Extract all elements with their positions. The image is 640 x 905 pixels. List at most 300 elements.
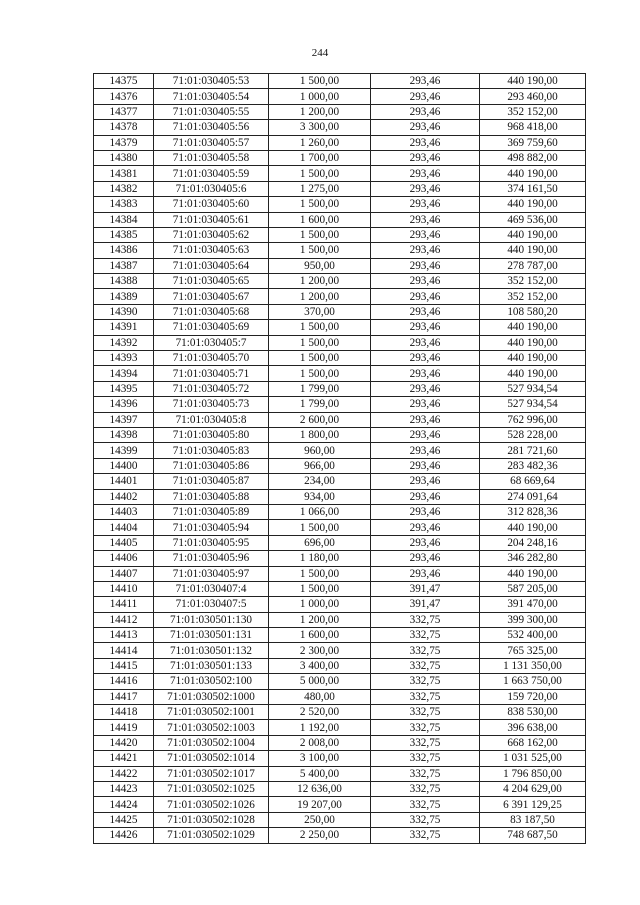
area-cell: 1 800,00	[269, 427, 371, 442]
cadastral-value-cell: 399 300,00	[480, 612, 586, 627]
specific-value-cell: 293,46	[371, 320, 480, 335]
table-row	[94, 628, 586, 643]
table-row	[94, 581, 586, 596]
cadastral-number-cell: 71:01:030405:63	[154, 243, 269, 258]
row-number-cell: 14419	[94, 720, 154, 735]
area-cell: 1 799,00	[269, 397, 371, 412]
table-row	[94, 766, 586, 781]
area-cell: 2 250,00	[269, 828, 371, 843]
table-row	[94, 812, 586, 827]
area-cell: 5 000,00	[269, 674, 371, 689]
specific-value-cell: 293,46	[371, 366, 480, 381]
cadastral-number-cell: 71:01:030502:1004	[154, 735, 269, 750]
table-row	[94, 150, 586, 165]
area-cell: 1 260,00	[269, 135, 371, 150]
area-cell: 2 300,00	[269, 643, 371, 658]
cadastral-value-cell: 312 828,36	[480, 504, 586, 519]
page-number: 244	[311, 47, 329, 59]
specific-value-cell: 293,46	[371, 412, 480, 427]
row-number-cell: 14420	[94, 735, 154, 750]
table-row	[94, 243, 586, 258]
cadastral-value-cell: 440 190,00	[480, 166, 586, 181]
area-cell: 934,00	[269, 489, 371, 504]
area-cell: 234,00	[269, 474, 371, 489]
row-number-cell: 14405	[94, 535, 154, 550]
cadastral-value-cell: 762 996,00	[480, 412, 586, 427]
cadastral-value-cell: 278 787,00	[480, 258, 586, 273]
area-cell: 250,00	[269, 812, 371, 827]
cadastral-number-cell: 71:01:030405:64	[154, 258, 269, 273]
specific-value-cell: 293,46	[371, 351, 480, 366]
cadastral-value-cell: 1 796 850,00	[480, 766, 586, 781]
row-number-cell: 14406	[94, 551, 154, 566]
specific-value-cell: 293,46	[371, 120, 480, 135]
specific-value-cell: 293,46	[371, 104, 480, 119]
specific-value-cell: 293,46	[371, 427, 480, 442]
cadastral-value-cell: 374 161,50	[480, 181, 586, 196]
cadastral-number-cell: 71:01:030502:1025	[154, 781, 269, 796]
table-row	[94, 351, 586, 366]
area-cell: 1 200,00	[269, 289, 371, 304]
table-row	[94, 289, 586, 304]
table-row	[94, 274, 586, 289]
specific-value-cell: 293,46	[371, 74, 480, 89]
area-cell: 1 700,00	[269, 150, 371, 165]
cadastral-value-cell: 440 190,00	[480, 197, 586, 212]
area-cell: 1 000,00	[269, 89, 371, 104]
row-number-cell: 14423	[94, 781, 154, 796]
row-number-cell: 14407	[94, 566, 154, 581]
area-cell: 1 799,00	[269, 381, 371, 396]
area-cell: 3 300,00	[269, 120, 371, 135]
cadastral-value-cell: 352 152,00	[480, 274, 586, 289]
table-row	[94, 381, 586, 396]
cadastral-number-cell: 71:01:030405:80	[154, 427, 269, 442]
row-number-cell: 14417	[94, 689, 154, 704]
area-cell: 480,00	[269, 689, 371, 704]
cadastral-number-cell: 71:01:030502:1028	[154, 812, 269, 827]
area-cell: 1 500,00	[269, 335, 371, 350]
row-number-cell: 14398	[94, 427, 154, 442]
row-number-cell: 14386	[94, 243, 154, 258]
area-cell: 1 500,00	[269, 520, 371, 535]
row-number-cell: 14422	[94, 766, 154, 781]
row-number-cell: 14389	[94, 289, 154, 304]
area-cell: 2 008,00	[269, 735, 371, 750]
cadastral-value-cell: 346 282,80	[480, 551, 586, 566]
cadastral-number-cell: 71:01:030405:69	[154, 320, 269, 335]
table-row	[94, 597, 586, 612]
specific-value-cell: 332,75	[371, 628, 480, 643]
cadastral-value-cell: 1 031 525,00	[480, 751, 586, 766]
row-number-cell: 14403	[94, 504, 154, 519]
specific-value-cell: 332,75	[371, 751, 480, 766]
area-cell: 1 066,00	[269, 504, 371, 519]
cadastral-number-cell: 71:01:030501:132	[154, 643, 269, 658]
cadastral-number-cell: 71:01:030405:97	[154, 566, 269, 581]
table-row	[94, 551, 586, 566]
row-number-cell: 14421	[94, 751, 154, 766]
cadastral-number-cell: 71:01:030405:73	[154, 397, 269, 412]
area-cell: 12 636,00	[269, 781, 371, 796]
cadastral-number-cell: 71:01:030405:59	[154, 166, 269, 181]
specific-value-cell: 293,46	[371, 150, 480, 165]
row-number-cell: 14401	[94, 474, 154, 489]
specific-value-cell: 293,46	[371, 243, 480, 258]
cadastral-value-cell: 668 162,00	[480, 735, 586, 750]
row-number-cell: 14381	[94, 166, 154, 181]
cadastral-number-cell: 71:01:030405:6	[154, 181, 269, 196]
specific-value-cell: 293,46	[371, 474, 480, 489]
area-cell: 1 500,00	[269, 581, 371, 596]
row-number-cell: 14410	[94, 581, 154, 596]
table-row	[94, 197, 586, 212]
cadastral-number-cell: 71:01:030405:71	[154, 366, 269, 381]
row-number-cell: 14412	[94, 612, 154, 627]
specific-value-cell: 332,75	[371, 674, 480, 689]
cadastral-value-cell: 369 759,60	[480, 135, 586, 150]
specific-value-cell: 332,75	[371, 720, 480, 735]
cadastral-value-cell: 108 580,20	[480, 304, 586, 319]
table-row	[94, 227, 586, 242]
cadastral-value-cell: 440 190,00	[480, 227, 586, 242]
cadastral-number-cell: 71:01:030405:58	[154, 150, 269, 165]
area-cell: 1 500,00	[269, 227, 371, 242]
row-number-cell: 14380	[94, 150, 154, 165]
specific-value-cell: 293,46	[371, 212, 480, 227]
row-number-cell: 14394	[94, 366, 154, 381]
cadastral-value-cell: 281 721,60	[480, 443, 586, 458]
cadastral-number-cell: 71:01:030502:1000	[154, 689, 269, 704]
table-row	[94, 674, 586, 689]
row-number-cell: 14418	[94, 705, 154, 720]
area-cell: 3 400,00	[269, 658, 371, 673]
row-number-cell: 14385	[94, 227, 154, 242]
cadastral-value-cell: 68 669,64	[480, 474, 586, 489]
specific-value-cell: 293,46	[371, 443, 480, 458]
cadastral-value-cell: 274 091,64	[480, 489, 586, 504]
cadastral-number-cell: 71:01:030502:1017	[154, 766, 269, 781]
row-number-cell: 14376	[94, 89, 154, 104]
specific-value-cell: 293,46	[371, 166, 480, 181]
table-row	[94, 166, 586, 181]
table-row	[94, 535, 586, 550]
specific-value-cell: 293,46	[371, 197, 480, 212]
table-row	[94, 104, 586, 119]
row-number-cell: 14425	[94, 812, 154, 827]
row-number-cell: 14397	[94, 412, 154, 427]
table-row	[94, 489, 586, 504]
area-cell: 1 192,00	[269, 720, 371, 735]
specific-value-cell: 293,46	[371, 335, 480, 350]
row-number-cell: 14383	[94, 197, 154, 212]
table-row	[94, 366, 586, 381]
cadastral-value-cell: 6 391 129,25	[480, 797, 586, 812]
table-row	[94, 643, 586, 658]
specific-value-cell: 293,46	[371, 258, 480, 273]
cadastral-number-cell: 71:01:030502:1003	[154, 720, 269, 735]
specific-value-cell: 332,75	[371, 797, 480, 812]
area-cell: 1 500,00	[269, 566, 371, 581]
table-row	[94, 335, 586, 350]
cadastral-value-cell: 204 248,16	[480, 535, 586, 550]
table-row	[94, 797, 586, 812]
specific-value-cell: 293,46	[371, 489, 480, 504]
specific-value-cell: 293,46	[371, 289, 480, 304]
cadastral-number-cell: 71:01:030502:100	[154, 674, 269, 689]
row-number-cell: 14416	[94, 674, 154, 689]
cadastral-value-cell: 528 228,00	[480, 427, 586, 442]
cadastral-value-cell: 396 638,00	[480, 720, 586, 735]
area-cell: 2 520,00	[269, 705, 371, 720]
table-row	[94, 751, 586, 766]
cadastral-number-cell: 71:01:030405:83	[154, 443, 269, 458]
cadastral-value-cell: 352 152,00	[480, 104, 586, 119]
specific-value-cell: 332,75	[371, 766, 480, 781]
specific-value-cell: 293,46	[371, 381, 480, 396]
specific-value-cell: 293,46	[371, 181, 480, 196]
table-row	[94, 320, 586, 335]
row-number-cell: 14378	[94, 120, 154, 135]
table-row	[94, 504, 586, 519]
cadastral-number-cell: 71:01:030501:131	[154, 628, 269, 643]
specific-value-cell: 293,46	[371, 535, 480, 550]
specific-value-cell: 293,46	[371, 504, 480, 519]
area-cell: 1 000,00	[269, 597, 371, 612]
cadastral-value-cell: 440 190,00	[480, 366, 586, 381]
cadastral-value-table	[93, 73, 586, 844]
cadastral-value-cell: 440 190,00	[480, 320, 586, 335]
table-row	[94, 89, 586, 104]
specific-value-cell: 293,46	[371, 551, 480, 566]
specific-value-cell: 332,75	[371, 828, 480, 843]
cadastral-value-cell: 293 460,00	[480, 89, 586, 104]
row-number-cell: 14414	[94, 643, 154, 658]
row-number-cell: 14395	[94, 381, 154, 396]
row-number-cell: 14404	[94, 520, 154, 535]
cadastral-value-cell: 532 400,00	[480, 628, 586, 643]
area-cell: 1 200,00	[269, 104, 371, 119]
cadastral-number-cell: 71:01:030405:72	[154, 381, 269, 396]
cadastral-value-cell: 83 187,50	[480, 812, 586, 827]
row-number-cell: 14400	[94, 458, 154, 473]
area-cell: 1 500,00	[269, 197, 371, 212]
cadastral-value-cell: 1 131 350,00	[480, 658, 586, 673]
table-row	[94, 735, 586, 750]
cadastral-number-cell: 71:01:030405:67	[154, 289, 269, 304]
row-number-cell: 14411	[94, 597, 154, 612]
table-row	[94, 720, 586, 735]
specific-value-cell: 293,46	[371, 227, 480, 242]
table-row	[94, 474, 586, 489]
specific-value-cell: 293,46	[371, 397, 480, 412]
specific-value-cell: 332,75	[371, 612, 480, 627]
table-row	[94, 74, 586, 89]
specific-value-cell: 293,46	[371, 458, 480, 473]
cadastral-number-cell: 71:01:030405:62	[154, 227, 269, 242]
cadastral-number-cell: 71:01:030502:1001	[154, 705, 269, 720]
cadastral-number-cell: 71:01:030501:130	[154, 612, 269, 627]
cadastral-number-cell: 71:01:030405:61	[154, 212, 269, 227]
cadastral-number-cell: 71:01:030501:133	[154, 658, 269, 673]
cadastral-value-cell: 748 687,50	[480, 828, 586, 843]
area-cell: 1 500,00	[269, 166, 371, 181]
specific-value-cell: 391,47	[371, 597, 480, 612]
table-row	[94, 427, 586, 442]
row-number-cell: 14396	[94, 397, 154, 412]
table-row	[94, 828, 586, 843]
row-number-cell: 14392	[94, 335, 154, 350]
area-cell: 696,00	[269, 535, 371, 550]
specific-value-cell: 332,75	[371, 658, 480, 673]
cadastral-value-cell: 352 152,00	[480, 289, 586, 304]
specific-value-cell: 332,75	[371, 689, 480, 704]
area-cell: 1 275,00	[269, 181, 371, 196]
table-row	[94, 689, 586, 704]
area-cell: 19 207,00	[269, 797, 371, 812]
row-number-cell: 14413	[94, 628, 154, 643]
cadastral-number-cell: 71:01:030405:96	[154, 551, 269, 566]
specific-value-cell: 332,75	[371, 643, 480, 658]
table-row	[94, 612, 586, 627]
cadastral-value-cell: 4 204 629,00	[480, 781, 586, 796]
cadastral-value-cell: 283 482,36	[480, 458, 586, 473]
table-row	[94, 258, 586, 273]
area-cell: 960,00	[269, 443, 371, 458]
cadastral-number-cell: 71:01:030407:5	[154, 597, 269, 612]
area-cell: 1 600,00	[269, 628, 371, 643]
area-cell: 950,00	[269, 258, 371, 273]
specific-value-cell: 391,47	[371, 581, 480, 596]
area-cell: 1 600,00	[269, 212, 371, 227]
area-cell: 1 500,00	[269, 243, 371, 258]
cadastral-number-cell: 71:01:030405:7	[154, 335, 269, 350]
table-row	[94, 412, 586, 427]
table-row	[94, 120, 586, 135]
cadastral-number-cell: 71:01:030405:95	[154, 535, 269, 550]
table-row	[94, 304, 586, 319]
cadastral-value-cell: 498 882,00	[480, 150, 586, 165]
cadastral-number-cell: 71:01:030502:1026	[154, 797, 269, 812]
cadastral-value-cell: 440 190,00	[480, 520, 586, 535]
specific-value-cell: 293,46	[371, 520, 480, 535]
table-row	[94, 135, 586, 150]
cadastral-number-cell: 71:01:030405:89	[154, 504, 269, 519]
table-row	[94, 397, 586, 412]
cadastral-value-cell: 838 530,00	[480, 705, 586, 720]
row-number-cell: 14424	[94, 797, 154, 812]
specific-value-cell: 293,46	[371, 89, 480, 104]
cadastral-value-cell: 765 325,00	[480, 643, 586, 658]
area-cell: 1 500,00	[269, 320, 371, 335]
table-row	[94, 781, 586, 796]
cadastral-value-cell: 1 663 750,00	[480, 674, 586, 689]
area-cell: 1 500,00	[269, 351, 371, 366]
area-cell: 3 100,00	[269, 751, 371, 766]
cadastral-value-cell: 587 205,00	[480, 581, 586, 596]
row-number-cell: 14399	[94, 443, 154, 458]
table-row	[94, 443, 586, 458]
cadastral-number-cell: 71:01:030405:70	[154, 351, 269, 366]
specific-value-cell: 293,46	[371, 304, 480, 319]
table-row	[94, 458, 586, 473]
row-number-cell: 14426	[94, 828, 154, 843]
row-number-cell: 14379	[94, 135, 154, 150]
cadastral-number-cell: 71:01:030405:53	[154, 74, 269, 89]
cadastral-number-cell: 71:01:030405:65	[154, 274, 269, 289]
area-cell: 2 600,00	[269, 412, 371, 427]
row-number-cell: 14388	[94, 274, 154, 289]
row-number-cell: 14390	[94, 304, 154, 319]
cadastral-value-cell: 440 190,00	[480, 243, 586, 258]
cadastral-number-cell: 71:01:030407:4	[154, 581, 269, 596]
cadastral-number-cell: 71:01:030405:8	[154, 412, 269, 427]
table-row	[94, 658, 586, 673]
cadastral-value-cell: 527 934,54	[480, 397, 586, 412]
row-number-cell: 14375	[94, 74, 154, 89]
cadastral-value-cell: 391 470,00	[480, 597, 586, 612]
table-row	[94, 520, 586, 535]
area-cell: 1 200,00	[269, 612, 371, 627]
cadastral-value-cell: 159 720,00	[480, 689, 586, 704]
area-cell: 966,00	[269, 458, 371, 473]
cadastral-number-cell: 71:01:030405:60	[154, 197, 269, 212]
specific-value-cell: 332,75	[371, 735, 480, 750]
area-cell: 1 180,00	[269, 551, 371, 566]
row-number-cell: 14391	[94, 320, 154, 335]
cadastral-value-cell: 968 418,00	[480, 120, 586, 135]
row-number-cell: 14402	[94, 489, 154, 504]
cadastral-number-cell: 71:01:030405:87	[154, 474, 269, 489]
cadastral-number-cell: 71:01:030405:86	[154, 458, 269, 473]
area-cell: 370,00	[269, 304, 371, 319]
cadastral-number-cell: 71:01:030405:94	[154, 520, 269, 535]
area-cell: 1 500,00	[269, 366, 371, 381]
specific-value-cell: 332,75	[371, 812, 480, 827]
cadastral-number-cell: 71:01:030405:56	[154, 120, 269, 135]
specific-value-cell: 293,46	[371, 274, 480, 289]
cadastral-value-cell: 440 190,00	[480, 335, 586, 350]
area-cell: 5 400,00	[269, 766, 371, 781]
table-row	[94, 705, 586, 720]
cadastral-value-cell: 527 934,54	[480, 381, 586, 396]
specific-value-cell: 293,46	[371, 566, 480, 581]
row-number-cell: 14393	[94, 351, 154, 366]
cadastral-number-cell: 71:01:030405:57	[154, 135, 269, 150]
cadastral-value-cell: 440 190,00	[480, 566, 586, 581]
specific-value-cell: 332,75	[371, 705, 480, 720]
row-number-cell: 14382	[94, 181, 154, 196]
row-number-cell: 14387	[94, 258, 154, 273]
table-row	[94, 566, 586, 581]
cadastral-value-cell: 469 536,00	[480, 212, 586, 227]
specific-value-cell: 332,75	[371, 781, 480, 796]
area-cell: 1 500,00	[269, 74, 371, 89]
area-cell: 1 200,00	[269, 274, 371, 289]
cadastral-number-cell: 71:01:030405:55	[154, 104, 269, 119]
cadastral-value-cell: 440 190,00	[480, 351, 586, 366]
table-row	[94, 181, 586, 196]
cadastral-number-cell: 71:01:030502:1014	[154, 751, 269, 766]
row-number-cell: 14384	[94, 212, 154, 227]
cadastral-number-cell: 71:01:030405:88	[154, 489, 269, 504]
cadastral-number-cell: 71:01:030405:54	[154, 89, 269, 104]
cadastral-number-cell: 71:01:030502:1029	[154, 828, 269, 843]
row-number-cell: 14377	[94, 104, 154, 119]
cadastral-number-cell: 71:01:030405:68	[154, 304, 269, 319]
cadastral-value-cell: 440 190,00	[480, 74, 586, 89]
specific-value-cell: 293,46	[371, 135, 480, 150]
